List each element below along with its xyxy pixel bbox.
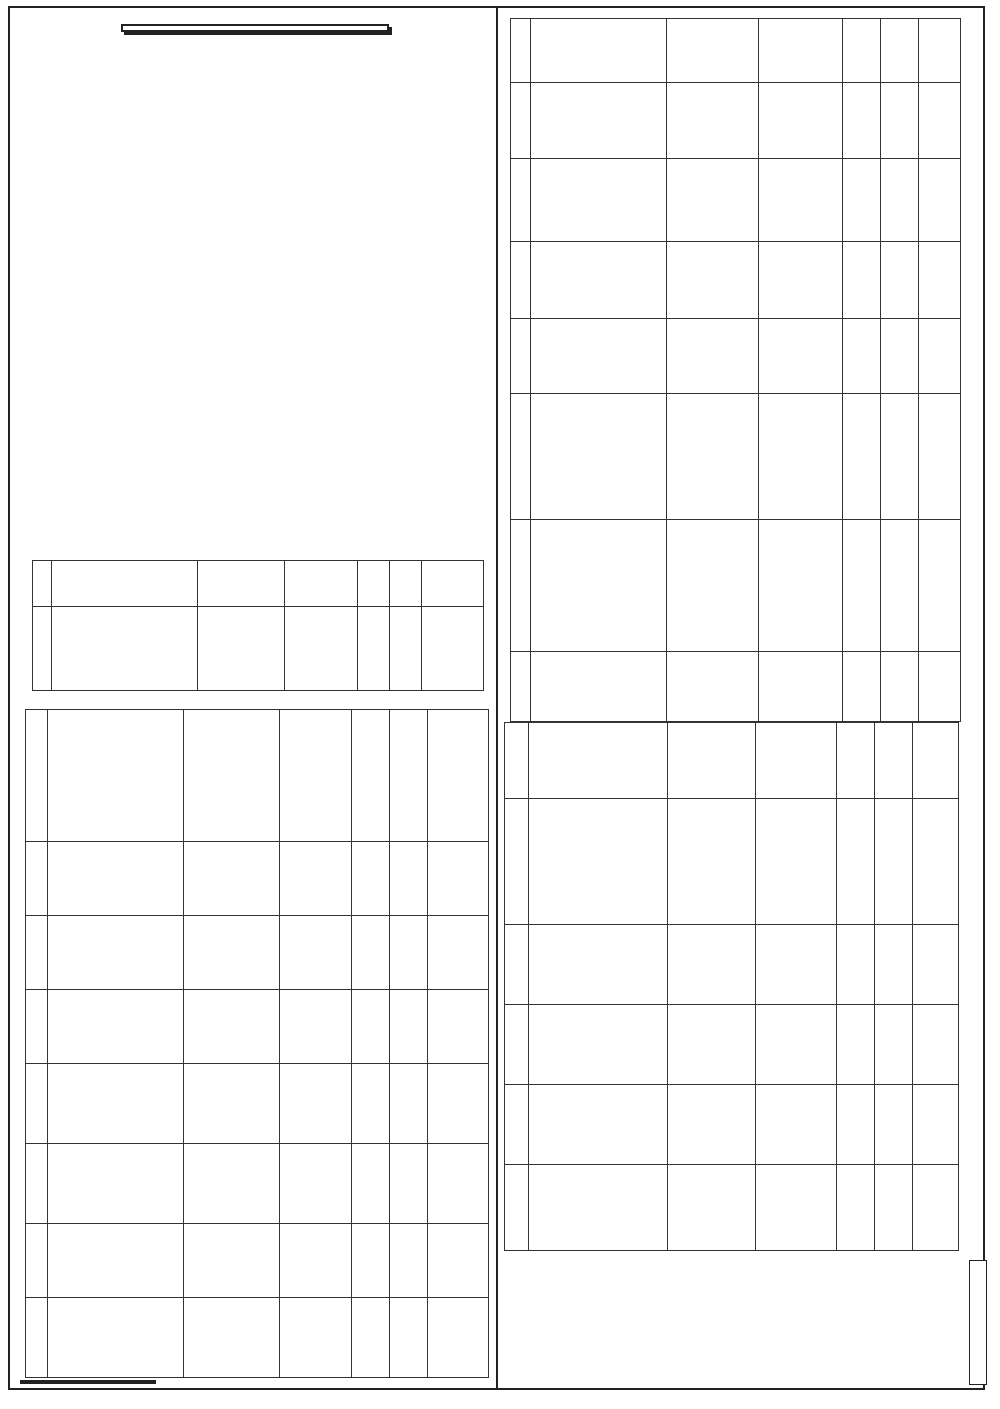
row-delai — [352, 990, 390, 1064]
row-entreprise — [184, 916, 280, 990]
row-designation — [48, 1224, 184, 1298]
row-entreprise — [668, 723, 756, 799]
row-note — [390, 916, 428, 990]
row-designation — [529, 799, 668, 925]
row-montant — [280, 916, 352, 990]
table-row — [511, 83, 961, 159]
row-delai — [843, 394, 881, 520]
row-montant — [756, 1005, 837, 1085]
row-designation — [48, 710, 184, 842]
anep-reference — [20, 1380, 156, 1384]
row-note — [390, 1064, 428, 1144]
row-delai — [837, 925, 875, 1005]
row-number — [511, 159, 531, 242]
row-note — [881, 520, 919, 652]
row-designation — [48, 842, 184, 916]
row-designation — [531, 652, 667, 722]
row-note — [390, 710, 428, 842]
table-row — [26, 1298, 489, 1378]
row-number — [33, 607, 52, 691]
row-entreprise — [668, 1165, 756, 1251]
row-entreprise — [667, 520, 759, 652]
row-number — [511, 19, 531, 83]
row-number — [511, 520, 531, 652]
row-montant — [756, 723, 837, 799]
row-note — [875, 799, 913, 925]
row-montant — [280, 1144, 352, 1224]
table-row — [511, 159, 961, 242]
row-designation — [531, 19, 667, 83]
row-number — [511, 652, 531, 722]
row-observation — [919, 652, 961, 722]
row-note — [875, 1085, 913, 1165]
row-note — [390, 842, 428, 916]
row-note — [390, 990, 428, 1064]
row-entreprise — [184, 1298, 280, 1378]
row-observation — [428, 710, 489, 842]
row-montant — [756, 1165, 837, 1251]
row-number — [26, 916, 48, 990]
row-observation — [913, 799, 959, 925]
row-designation — [48, 990, 184, 1064]
row-number — [505, 1085, 529, 1165]
column-header-entreprise — [197, 561, 285, 607]
row-delai — [837, 799, 875, 925]
row-montant — [280, 990, 352, 1064]
row-observation — [428, 1064, 489, 1144]
row-designation — [48, 1144, 184, 1224]
row-note — [875, 1165, 913, 1251]
row-number — [511, 83, 531, 159]
notice-title — [121, 24, 389, 32]
row-entreprise — [667, 83, 759, 159]
table-row — [26, 842, 489, 916]
row-observation — [428, 916, 489, 990]
row-delai — [843, 652, 881, 722]
row-delai — [837, 1005, 875, 1085]
row-note — [389, 607, 421, 691]
row-montant — [759, 19, 843, 83]
row-number — [505, 925, 529, 1005]
row-montant — [756, 925, 837, 1005]
row-entreprise — [668, 925, 756, 1005]
row-entreprise — [667, 159, 759, 242]
row-entreprise — [184, 1224, 280, 1298]
table-row — [511, 319, 961, 394]
row-designation — [529, 925, 668, 1005]
table-row — [505, 1085, 959, 1165]
column-header-designation — [52, 561, 197, 607]
row-entreprise — [184, 1064, 280, 1144]
row-montant — [280, 710, 352, 842]
row-delai — [843, 319, 881, 394]
row-note — [390, 1298, 428, 1378]
results-table-part-3 — [510, 18, 961, 722]
row-observation — [428, 1298, 489, 1378]
row-montant — [759, 520, 843, 652]
table-row — [26, 990, 489, 1064]
table-row — [26, 710, 489, 842]
row-delai — [352, 710, 390, 842]
row-note — [881, 652, 919, 722]
row-entreprise — [184, 990, 280, 1064]
row-number — [26, 710, 48, 842]
row-designation — [531, 520, 667, 652]
row-observation — [913, 1005, 959, 1085]
row-observation — [919, 159, 961, 242]
table-row — [511, 394, 961, 520]
row-delai — [843, 520, 881, 652]
row-observation — [913, 1085, 959, 1165]
row-number — [511, 242, 531, 319]
table-row — [26, 1224, 489, 1298]
table-row — [26, 916, 489, 990]
row-montant — [285, 607, 358, 691]
row-montant — [759, 159, 843, 242]
column-header-note — [389, 561, 421, 607]
row-delai — [352, 916, 390, 990]
publication-stamp — [969, 1260, 987, 1385]
row-number — [26, 1224, 48, 1298]
row-observation — [919, 394, 961, 520]
table-row — [505, 723, 959, 799]
row-entreprise — [668, 1085, 756, 1165]
table-row — [505, 925, 959, 1005]
row-designation — [529, 1085, 668, 1165]
table-header-row — [33, 561, 484, 607]
column-header-delai — [357, 561, 389, 607]
left-column — [20, 16, 490, 50]
row-montant — [756, 799, 837, 925]
row-note — [881, 319, 919, 394]
row-entreprise — [184, 1144, 280, 1224]
row-observation — [919, 242, 961, 319]
row-delai — [352, 842, 390, 916]
row-observation — [919, 19, 961, 83]
row-montant — [759, 83, 843, 159]
row-number — [26, 1298, 48, 1378]
row-observation — [428, 990, 489, 1064]
row-observation — [919, 520, 961, 652]
row-number — [26, 990, 48, 1064]
results-table-part-2 — [25, 709, 489, 1378]
row-number — [505, 799, 529, 925]
row-note — [881, 394, 919, 520]
row-number — [26, 842, 48, 916]
row-delai — [843, 19, 881, 83]
table-row — [26, 1064, 489, 1144]
row-designation — [529, 1165, 668, 1251]
row-number — [505, 1165, 529, 1251]
row-montant — [759, 242, 843, 319]
column-divider — [496, 6, 498, 1390]
results-table-part-1 — [32, 560, 484, 691]
row-entreprise — [184, 842, 280, 916]
row-note — [875, 1005, 913, 1085]
row-observation — [919, 83, 961, 159]
row-number — [26, 1064, 48, 1144]
table-row — [511, 652, 961, 722]
row-designation — [48, 1064, 184, 1144]
table-row — [511, 242, 961, 319]
row-montant — [756, 1085, 837, 1165]
row-number — [511, 319, 531, 394]
table-row — [505, 799, 959, 925]
column-header-montant — [285, 561, 358, 607]
row-note — [875, 925, 913, 1005]
table-row — [511, 19, 961, 83]
row-number — [505, 1005, 529, 1085]
row-montant — [759, 319, 843, 394]
results-table-part-4 — [504, 722, 959, 1251]
row-montant — [759, 652, 843, 722]
row-note — [881, 159, 919, 242]
table-row — [511, 520, 961, 652]
row-number — [511, 394, 531, 520]
row-observation — [428, 1224, 489, 1298]
row-observation — [913, 925, 959, 1005]
row-designation — [529, 1005, 668, 1085]
row-delai — [843, 242, 881, 319]
row-designation — [531, 319, 667, 394]
row-entreprise — [668, 1005, 756, 1085]
row-observation — [919, 319, 961, 394]
table-row — [33, 607, 484, 691]
row-entreprise — [184, 710, 280, 842]
row-observation — [913, 723, 959, 799]
row-note — [390, 1224, 428, 1298]
row-observation — [428, 842, 489, 916]
row-observation — [421, 607, 483, 691]
table-row — [505, 1005, 959, 1085]
row-delai — [352, 1144, 390, 1224]
row-delai — [837, 1165, 875, 1251]
row-designation — [531, 159, 667, 242]
row-delai — [352, 1224, 390, 1298]
intro-paragraph — [20, 38, 490, 50]
row-designation — [531, 83, 667, 159]
row-delai — [837, 1085, 875, 1165]
row-observation — [913, 1165, 959, 1251]
row-entreprise — [667, 242, 759, 319]
row-delai — [843, 159, 881, 242]
row-designation — [48, 916, 184, 990]
row-entreprise — [667, 652, 759, 722]
row-montant — [280, 1298, 352, 1378]
row-entreprise — [197, 607, 285, 691]
row-delai — [843, 83, 881, 159]
row-designation — [531, 242, 667, 319]
row-note — [390, 1144, 428, 1224]
row-entreprise — [667, 19, 759, 83]
row-designation — [52, 607, 197, 691]
row-entreprise — [667, 394, 759, 520]
row-delai — [837, 723, 875, 799]
row-montant — [759, 394, 843, 520]
row-montant — [280, 842, 352, 916]
row-observation — [428, 1144, 489, 1224]
row-note — [875, 723, 913, 799]
row-delai — [357, 607, 389, 691]
row-delai — [352, 1298, 390, 1378]
column-header-no — [33, 561, 52, 607]
row-number — [505, 723, 529, 799]
row-entreprise — [668, 799, 756, 925]
column-header-obs — [421, 561, 483, 607]
row-designation — [531, 394, 667, 520]
row-note — [881, 83, 919, 159]
table-row — [26, 1144, 489, 1224]
row-note — [881, 242, 919, 319]
row-note — [881, 19, 919, 83]
row-montant — [280, 1064, 352, 1144]
row-designation — [48, 1298, 184, 1378]
table-row — [505, 1165, 959, 1251]
row-entreprise — [667, 319, 759, 394]
row-montant — [280, 1224, 352, 1298]
row-number — [26, 1144, 48, 1224]
row-designation — [529, 723, 668, 799]
row-delai — [352, 1064, 390, 1144]
